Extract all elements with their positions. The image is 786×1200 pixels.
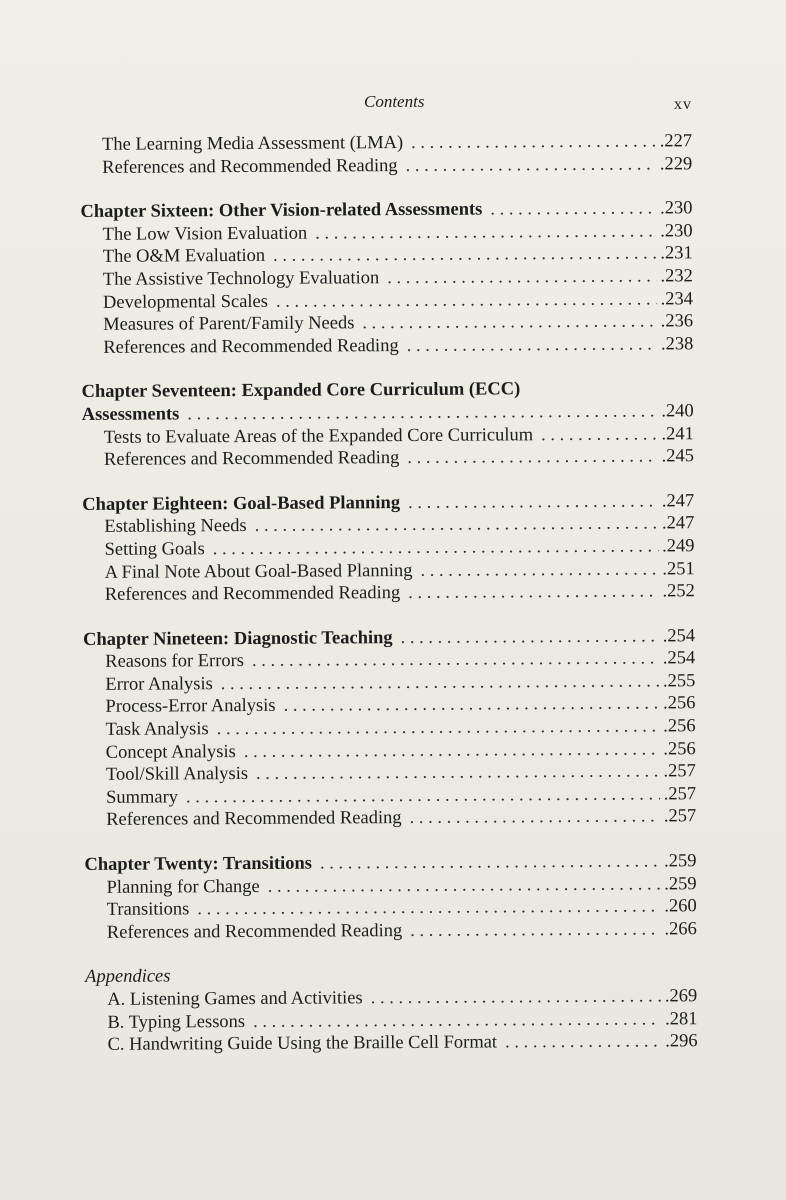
table-of-contents — [80, 130, 698, 1057]
toc-entry-page: .252 — [662, 581, 695, 602]
toc-entry-title: The Low Vision Evaluation — [102, 223, 308, 245]
dot-leader — [406, 153, 657, 177]
dot-leader — [408, 490, 658, 514]
toc-entry — [80, 153, 692, 179]
toc-entry-title: The O&M Evaluation — [102, 246, 266, 268]
chapter-title-continued: Assessments — [81, 404, 180, 425]
toc-entry-page: .245 — [661, 446, 695, 467]
toc-entry-title: B. Typing Lessons — [107, 1011, 246, 1033]
toc-entry-title: Concept Analysis — [105, 741, 236, 763]
running-head — [0, 92, 786, 116]
toc-entry-page: .296 — [665, 1031, 698, 1052]
dot-leader — [213, 535, 659, 560]
toc-entry-title: References and Recommended Reading — [102, 155, 398, 178]
dot-leader — [252, 648, 659, 673]
dot-leader — [409, 806, 660, 830]
toc-entry-title: Reasons for Errors — [105, 651, 245, 673]
dot-leader — [244, 738, 660, 763]
chapter-page: .259 — [664, 851, 697, 872]
toc-entry-page: .281 — [664, 1008, 698, 1030]
toc-entry-page: .227 — [659, 131, 693, 152]
toc-entry-title: Developmental Scales — [102, 291, 268, 313]
toc-entry-title: Measures of Parent/Family Needs — [103, 313, 355, 336]
dot-leader — [407, 333, 658, 357]
dot-leader — [408, 581, 659, 605]
dot-leader — [268, 873, 661, 898]
chapter-page: .254 — [662, 625, 696, 647]
toc-entry-page: .234 — [660, 288, 694, 310]
toc-entry-page: .260 — [664, 896, 697, 917]
toc-entry-title: The Learning Media Assessment (LMA) — [102, 133, 404, 155]
chapter-title: Chapter Eighteen: Goal-Based Planning — [82, 492, 401, 515]
dot-leader — [490, 198, 656, 222]
dot-leader — [371, 985, 662, 1009]
dot-leader — [221, 670, 660, 695]
toc-entry-page: .241 — [661, 423, 694, 444]
dot-leader — [420, 558, 658, 582]
dot-leader — [284, 693, 660, 718]
dot-leader — [186, 783, 660, 808]
toc-entry-page: .256 — [663, 693, 696, 714]
toc-entry — [81, 333, 693, 359]
chapter-title: Chapter Sixteen: Other Vision-related Assessments — [80, 199, 483, 223]
toc-entry-title: Establishing Needs — [104, 516, 247, 538]
toc-entry — [82, 445, 694, 471]
toc-entry-title: Planning for Change — [106, 876, 260, 898]
chapter-title: Chapter Seventeen: Expanded Core Curriculum (ECC) — [81, 379, 521, 403]
dot-leader — [320, 850, 661, 875]
dot-leader — [362, 311, 657, 335]
toc-entry-title: References and Recommended Reading — [103, 335, 399, 358]
dot-leader — [197, 896, 661, 921]
toc-entry-page: .266 — [664, 919, 697, 940]
toc-entry-page: .231 — [660, 243, 693, 264]
dot-leader — [541, 423, 658, 446]
toc-entry-page: .259 — [664, 873, 697, 895]
dot-leader — [411, 130, 656, 154]
chapter-page: .240 — [661, 401, 694, 422]
appendices-title: Appendices — [85, 966, 171, 988]
toc-entry-page: .257 — [663, 806, 697, 827]
toc-entry-title: References and Recommended Reading — [103, 448, 400, 470]
toc-entry-title: A. Listening Games and Activities — [107, 988, 363, 1010]
dot-leader — [410, 918, 661, 942]
toc-entry-page: .269 — [664, 986, 698, 1007]
toc-entry-page: .255 — [662, 671, 696, 692]
toc-entry — [84, 806, 696, 832]
toc-entry-page: .232 — [660, 266, 693, 287]
toc-entry-title: References and Recommended Reading — [106, 808, 402, 831]
toc-entry-page: .229 — [659, 153, 693, 175]
toc-entry-title: Tool/Skill Analysis — [105, 764, 249, 786]
toc-entry-title: Setting Goals — [104, 539, 205, 560]
chapter-page: .230 — [660, 198, 693, 219]
toc-entry-page: .256 — [663, 716, 696, 737]
toc-entry-title: Error Analysis — [105, 674, 213, 695]
toc-entry-page: .249 — [662, 536, 695, 557]
chapter-page: .247 — [661, 490, 695, 512]
dot-leader — [276, 288, 657, 313]
toc-entry-page: .256 — [663, 738, 696, 760]
toc-entry-title: References and Recommended Reading — [104, 583, 401, 605]
dot-leader — [407, 446, 658, 470]
dot-leader — [505, 1031, 662, 1055]
chapter-title: Chapter Twenty: Transitions — [84, 853, 313, 876]
toc-entry-page: .257 — [663, 784, 697, 805]
toc-entry-title: C. Handwriting Guide Using the Braille Cell Format — [107, 1032, 498, 1056]
chapter-title: Chapter Nineteen: Diagnostic Teaching — [83, 627, 393, 650]
dot-leader — [401, 625, 660, 649]
toc-entry-page: .230 — [660, 221, 693, 242]
toc-entry-page: .257 — [663, 761, 696, 782]
toc-entry-page: .236 — [660, 311, 694, 332]
toc-entry-page: .251 — [662, 558, 695, 579]
dot-leader — [256, 761, 660, 786]
toc-entry — [85, 918, 697, 944]
toc-entry-page: .254 — [662, 648, 696, 669]
toc-entry-title: Task Analysis — [105, 719, 209, 740]
dot-leader — [273, 243, 657, 268]
dot-leader — [387, 265, 657, 289]
toc-entry-page: .238 — [660, 334, 694, 355]
dot-leader — [253, 1008, 661, 1033]
dot-leader — [187, 400, 657, 425]
dot-leader — [255, 513, 659, 538]
page-number-folio: xv — [674, 96, 692, 113]
toc-entry-title: Tests to Evaluate Areas of the Expanded Core Curriculum — [103, 424, 534, 448]
toc-entry-title: Transitions — [106, 899, 190, 921]
toc-entry-title: The Assistive Technology Evaluation — [102, 268, 380, 290]
toc-entry-page: .247 — [661, 513, 695, 534]
toc-entry — [85, 1030, 697, 1056]
toc-entry-title: References and Recommended Reading — [106, 920, 403, 943]
dot-leader — [315, 220, 657, 245]
toc-entry — [83, 580, 695, 606]
toc-entry-title: A Final Note About Goal-Based Planning — [104, 560, 413, 583]
dot-leader — [217, 716, 660, 741]
toc-entry-title: Process-Error Analysis — [105, 696, 276, 718]
running-title: Contents — [364, 92, 425, 111]
toc-entry-title: Summary — [105, 787, 179, 808]
